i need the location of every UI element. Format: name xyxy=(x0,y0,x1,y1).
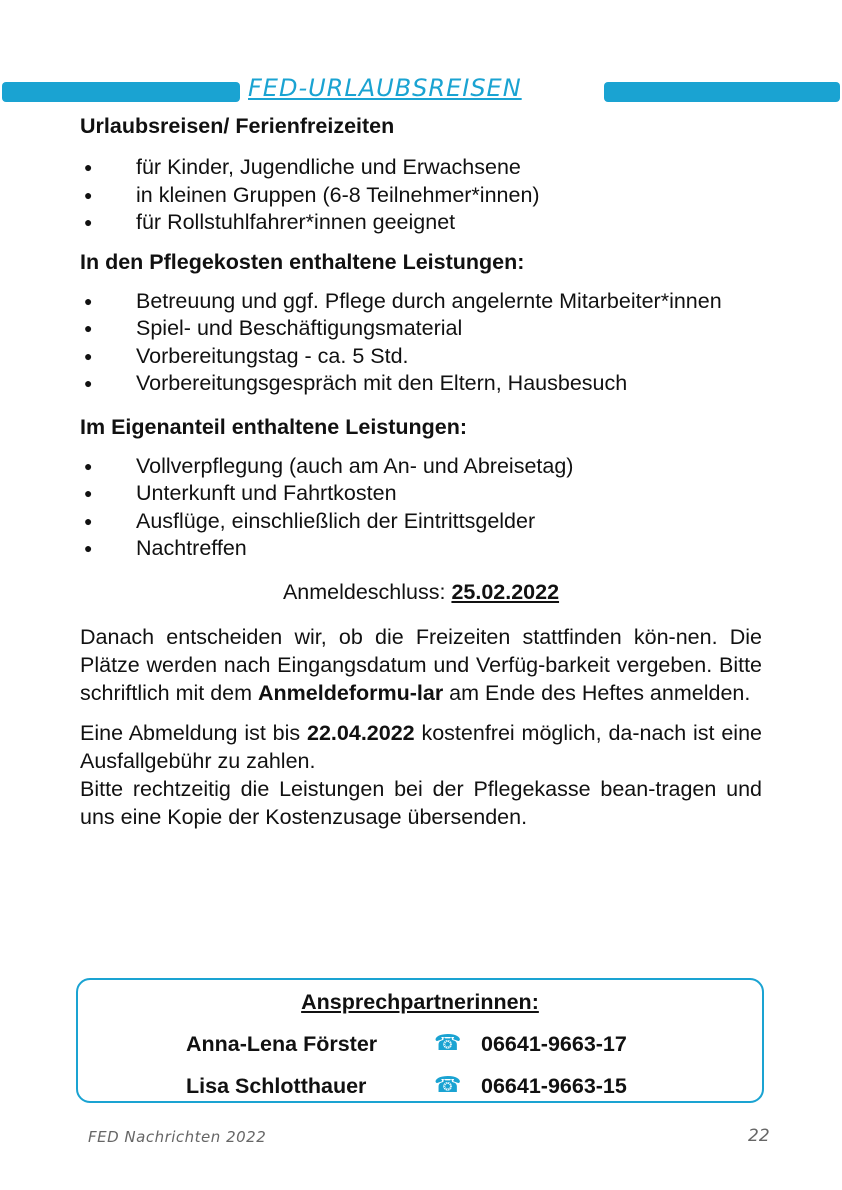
list-item: ● Ausflüge, einschließlich der Eintrittsgelder xyxy=(80,508,762,536)
header-band-left xyxy=(2,82,240,102)
bullet-icon: ● xyxy=(84,485,93,501)
bullet-icon: ● xyxy=(84,159,93,175)
section-heading-care-costs: In den Pflegekosten enthaltene Leistungen: xyxy=(80,249,525,274)
header-band-right xyxy=(604,82,840,102)
contact-name: Anna-Lena Förster xyxy=(186,1032,378,1056)
list-item: ● für Rollstuhlfahrer*innen geeignet xyxy=(80,209,762,237)
contact-phone[interactable]: 06641-9663-17 xyxy=(481,1032,627,1056)
bullet-icon: ● xyxy=(84,347,93,364)
own-contribution-list xyxy=(80,453,762,563)
section-heading-own-contribution: Im Eigenanteil enthaltene Leistungen: xyxy=(80,414,468,439)
bullet-icon: ● xyxy=(84,320,93,336)
bullet-icon: ● xyxy=(84,540,93,556)
contact-name: Lisa Schlotthauer xyxy=(186,1074,367,1098)
list-item: ● Nachtreffen xyxy=(80,535,762,563)
bullet-icon: ● xyxy=(84,457,93,474)
list-item: ● in kleinen Gruppen (6-8 Teilnehmer*innen) xyxy=(80,182,762,210)
deadline-date: 25.02.2022 xyxy=(451,579,560,604)
list-item: ● für Kinder, Jugendliche und Erwachsene xyxy=(80,154,762,182)
contact-phone[interactable]: 06641-9663-15 xyxy=(481,1074,627,1098)
list-item: ● Spiel- und Beschäftigungsmaterial xyxy=(80,315,762,343)
paragraph-cancellation: Eine Abmeldung ist bis 22.04.2022 kostenfrei möglich, da-nach ist eine Ausfallgebühr zu zahlen. Bitte rechtzeitig die Leistungen bei der Pflegekasse bean-tragen und uns eine Kopie der Kostenzusage übersenden. xyxy=(80,720,762,829)
section-heading-trips: Urlaubsreisen/ Ferienfreizeiten xyxy=(80,114,395,138)
care-costs-list xyxy=(80,288,762,398)
bullet-icon: ● xyxy=(84,214,93,230)
bullet-icon: ● xyxy=(84,186,93,203)
phone-icon: ☎ xyxy=(434,1072,462,1097)
list-item: ● Betreuung und ggf. Pflege durch angelernte Mitarbeiter*innen xyxy=(80,288,762,316)
bullet-icon: ● xyxy=(84,512,93,529)
list-item: ● Unterkunft und Fahrtkosten xyxy=(80,480,762,508)
contact-title: Ansprechpartnerinnen: xyxy=(301,990,539,1014)
page-number: 22 xyxy=(748,1126,770,1146)
list-item: ● Vollverpflegung (auch am An- und Abreisetag) xyxy=(80,453,762,481)
paragraph-registration: Danach entscheiden wir, ob die Freizeiten stattfinden kön-nen. Die Plätze werden nach Eingangsdatum und Verfüg-barkeit vergeben. Bitte schriftlich mit dem Anmeldeformu-lar am Ende des Heftes anmelden. xyxy=(80,624,762,705)
list-item: ● Vorbereitungsgespräch mit den Eltern, Hausbesuch xyxy=(80,370,762,398)
footer-publication: FED Nachrichten 2022 xyxy=(88,1128,267,1146)
registration-deadline: Anmeldeschluss: 25.02.2022 xyxy=(282,579,560,604)
main-content xyxy=(80,112,762,831)
trips-feature-list xyxy=(80,154,762,237)
phone-icon: ☎ xyxy=(434,1030,462,1055)
page-title: FED-URLAUBSREISEN xyxy=(248,74,522,102)
bullet-icon: ● xyxy=(84,375,93,391)
contact-box xyxy=(76,978,764,1103)
list-item: ● Vorbereitungstag - ca. 5 Std. xyxy=(80,343,762,371)
bullet-icon: ● xyxy=(84,292,93,309)
